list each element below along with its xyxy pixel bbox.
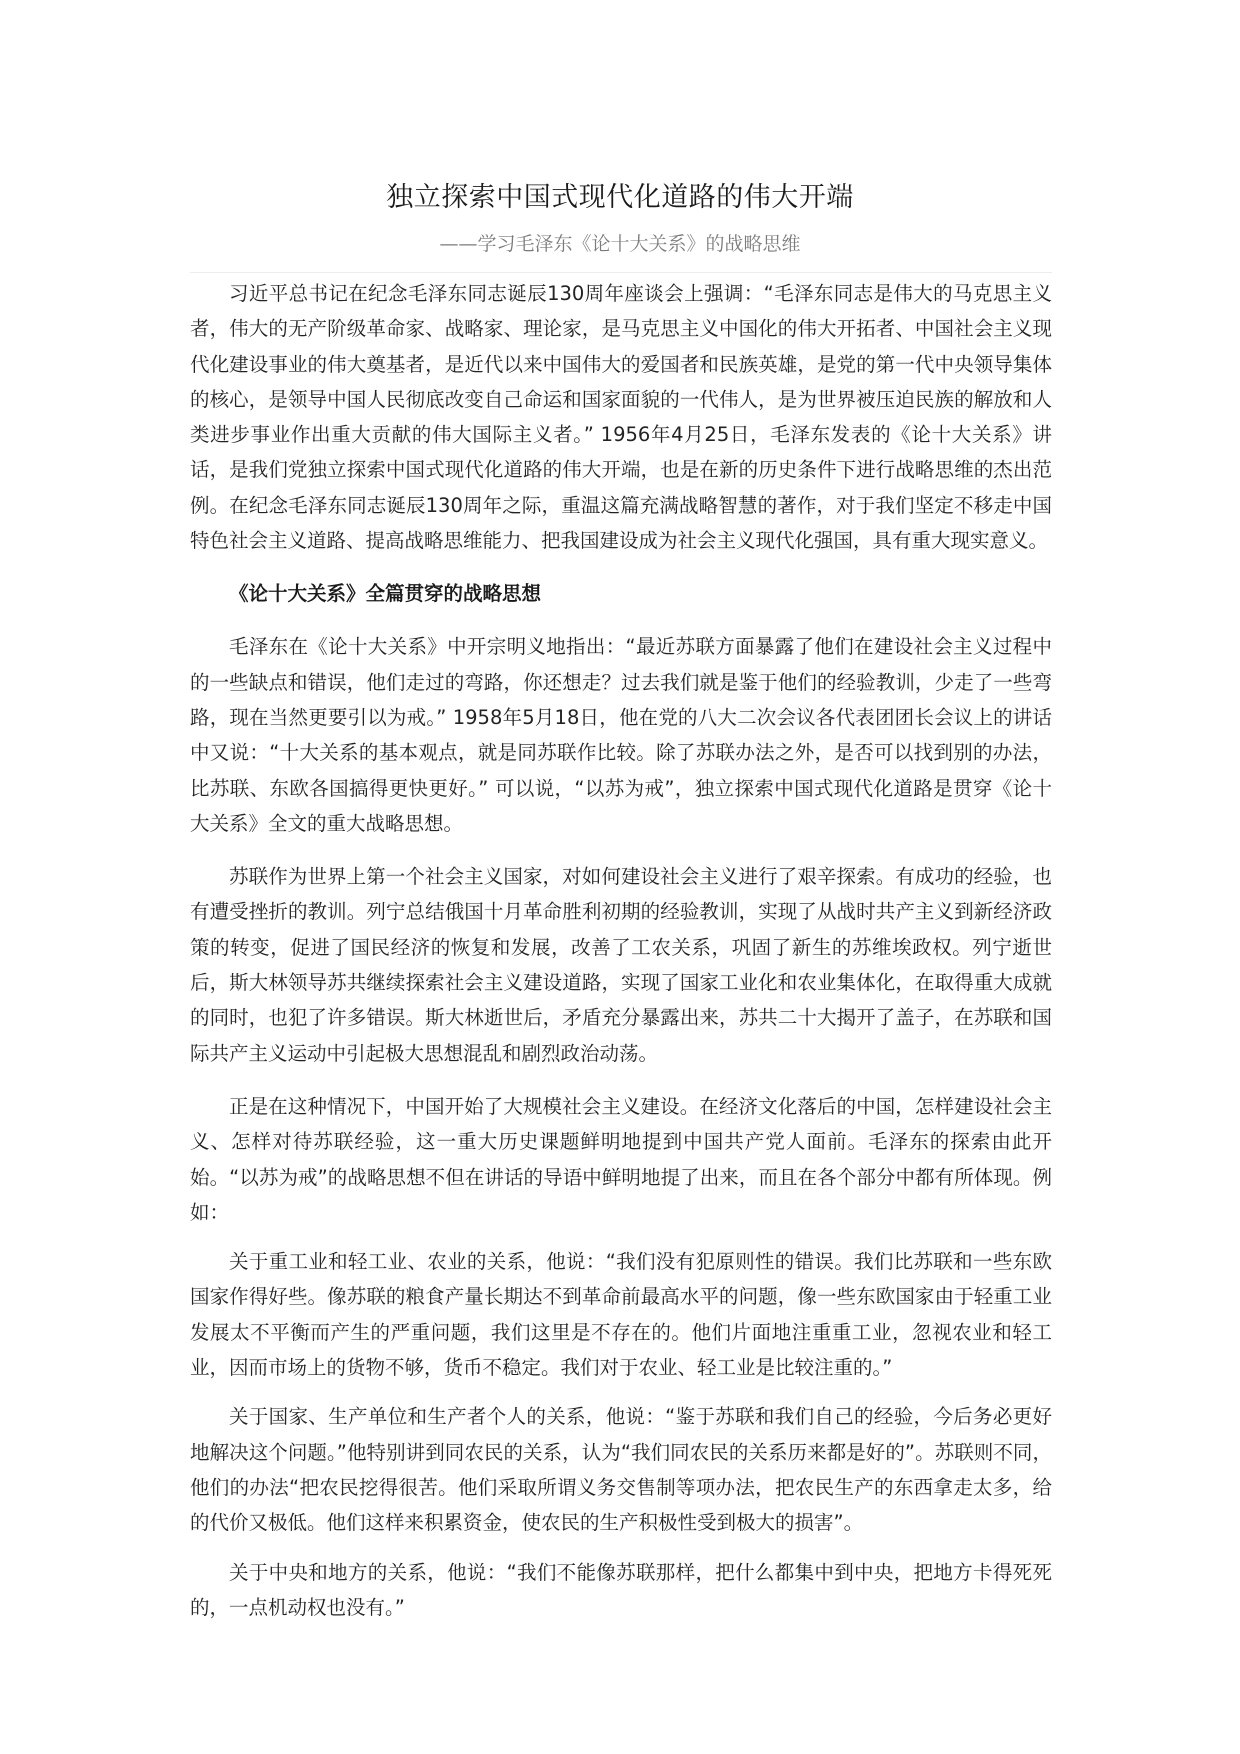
paragraph: 正是在这种情况下，中国开始了大规模社会主义建设。在经济文化落后的中国，怎样建设社会主义、怎样对待苏联经验，这一重大历史课题鲜明地提到中国共产党人面前。毛泽东的探索由此开始。“以苏为戒”的战略思想不但在讲话的导语中鲜明地提了出来，而且在各个部分中都有所体现。例如： bbox=[190, 1094, 1052, 1224]
section-heading: 《论十大关系》全篇贯穿的战略思想 bbox=[229, 582, 542, 606]
paragraph-intro: 习近平总书记在纪念毛泽东同志诞辰130周年座谈会上强调：“毛泽东同志是伟大的马克思主义者，伟大的无产阶级革命家、战略家、理论家，是马克思主义中国化的伟大开拓者、中国社会主义现代化建设事业的伟大奠基者，是近代以来中国伟大的爱国者和民族英雄，是党的第一代中央领导集体的核心，是领导中国人民彻底改变自己命运和国家面貌的一代伟人，是为世界被压迫民族的解放和人类进步事业作出重大贡献的伟大国际主义者。” 1956年4月25日，毛泽东发表的《论十大关系》讲话，是我们党独立探索中国式现代化道路的伟大开端，也是在新的历史条件下进行战略思维的杰出范例。在纪念毛泽东同志诞辰130周年之际，重温这篇充满战略智慧的著作，对于我们坚定不移走中国特色社会主义道路、提高战略思维能力、把我国建设成为社会主义现代化强国，具有重大现实意义。 bbox=[190, 282, 1052, 553]
paragraph: 毛泽东在《论十大关系》中开宗明义地指出：“最近苏联方面暴露了他们在建设社会主义过程中的一些缺点和错误，他们走过的弯路，你还想走？过去我们就是鉴于他们的经验教训，少走了一些弯路，现在当然更要引以为戒。” 1958年5月18日，他在党的八大二次会议各代表团团长会议上的讲话中又说：“十大关系的基本观点，就是同苏联作比较。除了苏联办法之外，是否可以找到别的办法，比苏联、东欧各国搞得更快更好。” 可以说，“以苏为戒”，独立探索中国式现代化道路是贯穿《论十大关系》全文的重大战略思想。 bbox=[190, 635, 1052, 835]
paragraph: 关于国家、生产单位和生产者个人的关系，他说：“鉴于苏联和我们自己的经验，今后务必更好地解决这个问题。”他特别讲到同农民的关系，认为“我们同农民的关系历来都是好的”。苏联则不同，他们的办法“把农民挖得很苦。他们采取所谓义务交售制等项办法，把农民生产的东西拿走太多，给的代价又极低。他们这样来积累资金，使农民的生产积极性受到极大的损害”。 bbox=[190, 1405, 1052, 1535]
article-body bbox=[190, 276, 1052, 1625]
paragraph: 关于重工业和轻工业、农业的关系，他说：“我们没有犯原则性的错误。我们比苏联和一些东欧国家作得好些。像苏联的粮食产量长期达不到革命前最高水平的问题，像一些东欧国家由于轻重工业发展太不平衡而产生的严重问题，我们这里是不存在的。他们片面地注重重工业，忽视农业和轻工业，因而市场上的货物不够，货币不稳定。我们对于农业、轻工业是比较注重的。” bbox=[190, 1250, 1052, 1380]
article-subtitle: ——学习毛泽东《论十大关系》的战略思维 bbox=[439, 233, 801, 255]
paragraph: 苏联作为世界上第一个社会主义国家，对如何建设社会主义进行了艰辛探索。有成功的经验，也有遭受挫折的教训。列宁总结俄国十月革命胜利初期的经验教训，实现了从战时共产主义到新经济政策的转变，促进了国民经济的恢复和发展，改善了工农关系，巩固了新生的苏维埃政权。列宁逝世后，斯大林领导苏共继续探索社会主义建设道路，实现了国家工业化和农业集体化，在取得重大成就的同时，也犯了许多错误。斯大林逝世后，矛盾充分暴露出来，苏共二十大揭开了盖子，在苏联和国际共产主义运动中引起极大思想混乱和剧烈政治动荡。 bbox=[190, 865, 1052, 1065]
paragraph: 关于中央和地方的关系，他说：“我们不能像苏联那样，把什么都集中到中央，把地方卡得死死的，一点机动权也没有。” bbox=[190, 1560, 1052, 1619]
title-divider bbox=[190, 272, 1052, 273]
article-title: 独立探索中国式现代化道路的伟大开端 bbox=[386, 182, 854, 213]
